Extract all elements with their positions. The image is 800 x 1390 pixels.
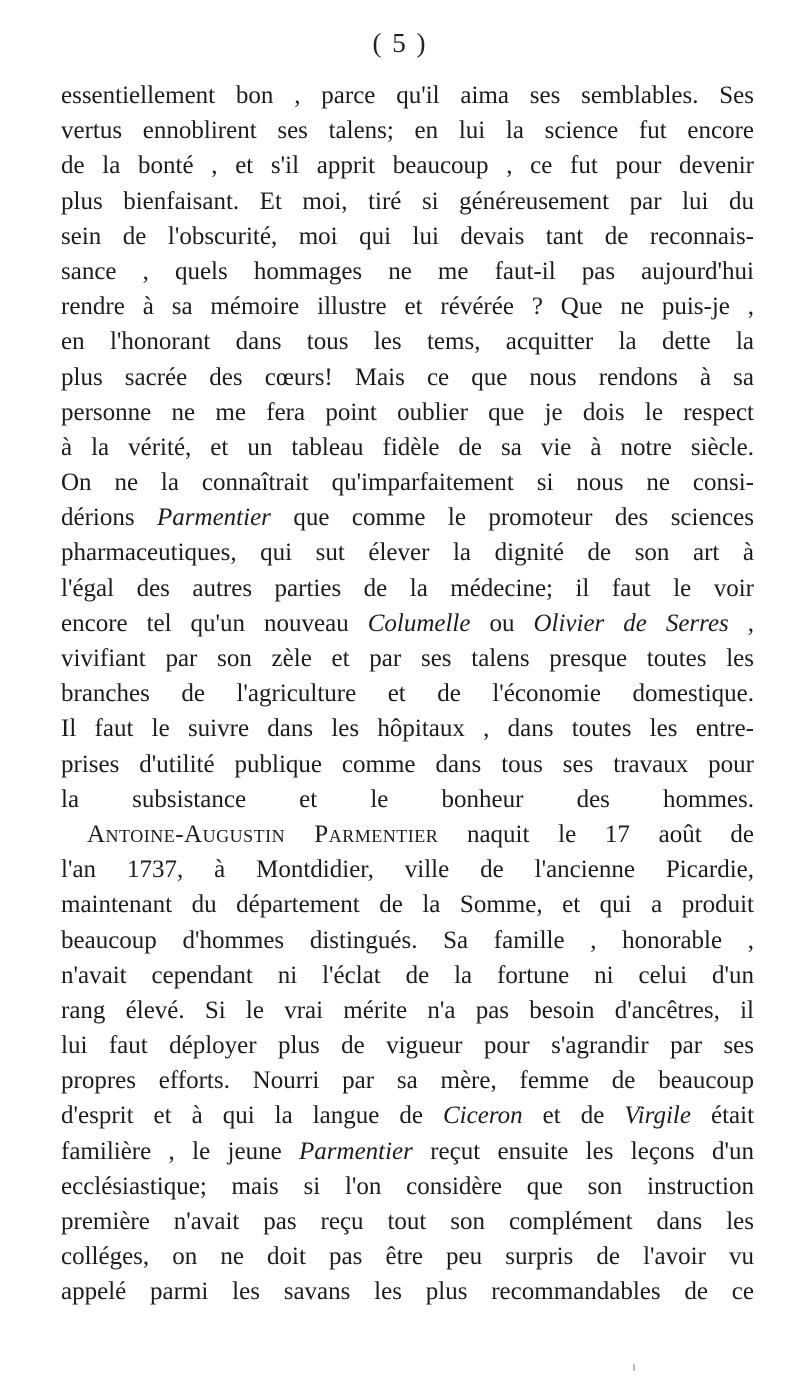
italic-name: Columelle: [367, 609, 471, 637]
text-line: [61, 1239, 754, 1274]
text-run: rang élevé. Si le vrai mérite n'a pas besoin d'ancêtres, il: [61, 996, 754, 1024]
text-run: première n'avait pas reçu tout son complément dans les: [61, 1208, 754, 1235]
text-line: [61, 1274, 754, 1309]
page-number: ( 5 ): [372, 28, 428, 58]
text-run: familière , le jeune: [61, 1137, 300, 1165]
text-run: vivifiant par son zèle et par ses talens presque toutes les: [61, 645, 754, 672]
text-line: [61, 817, 754, 852]
text-run: l'égal des autres parties de la médecine; il faut le voir: [61, 574, 754, 602]
text-run: maintenant du département de la Somme, et qui a produit: [61, 891, 754, 919]
text-run: branches de l'agriculture et de l'économie domestique.: [61, 680, 754, 708]
text-run: reçut ensuite les leçons d'un: [412, 1137, 755, 1165]
text-line: [61, 747, 754, 782]
text-line: [61, 254, 754, 289]
text-run: plus sacrée des cœurs! Mais ce que nous rendons à sa: [61, 363, 754, 391]
text-run: était: [690, 1102, 755, 1130]
text-run: la subsistance et le bonheur des hommes.: [61, 785, 754, 813]
text-run: ou: [470, 609, 534, 637]
text-line: [61, 641, 754, 676]
text-run: beaucoup d'hommes distingués. Sa famille , honorable ,: [61, 926, 754, 954]
text-run: et de: [522, 1102, 625, 1130]
text-run: à la vérité, et un tableau fidèle de sa vie à notre siècle.: [61, 433, 754, 461]
text-line: [61, 606, 754, 641]
text-line: [61, 184, 754, 219]
text-run: sein de l'obscurité, moi qui lui devais tant de reconnais-: [61, 222, 754, 250]
text-line: [61, 1028, 754, 1063]
text-line: [61, 1098, 754, 1133]
text-run: dérions: [61, 504, 158, 532]
text-run: rendre à sa mémoire illustre et révérée ? Que ne puis-je ,: [61, 293, 754, 321]
text-run: n'avait cependant ni l'éclat de la fortune ni celui d'un: [61, 961, 754, 989]
text-line: [61, 1063, 754, 1098]
text-line: [61, 289, 754, 324]
small-caps-name: Antoine-Augustin Parmentier: [87, 820, 439, 848]
text-line: [61, 360, 754, 395]
text-line: [61, 395, 754, 430]
text-line: [61, 1204, 754, 1239]
text-line: [61, 78, 754, 113]
text-line: [61, 535, 754, 570]
italic-name: Parmentier: [157, 504, 271, 532]
text-run: sance , quels hommages ne me faut-il pas aujourd'hui: [61, 257, 754, 285]
text-run: propres efforts. Nourri par sa mère, femme de beaucoup: [61, 1067, 754, 1095]
text-run: plus bienfaisant. Et moi, tiré si généreusement par lui du: [61, 187, 754, 215]
text-line: [61, 465, 754, 500]
text-line: [61, 993, 754, 1028]
italic-name: Ciceron: [443, 1102, 523, 1130]
text-line: [61, 219, 754, 254]
text-run: lui faut déployer plus de vigueur pour s'agrandir par ses: [61, 1032, 754, 1060]
text-line: [61, 676, 754, 711]
text-run: On ne la connaîtrait qu'imparfaitement si nous ne consi-: [61, 469, 754, 497]
text-line: [61, 500, 754, 535]
text-line: [61, 571, 754, 606]
text-run: prises d'utilité publique comme dans tous ses travaux pour: [61, 750, 754, 778]
text-run: en l'honorant dans tous les tems, acquitter la dette la: [61, 328, 754, 356]
text-run: l'an 1737, à Montdidier, ville de l'ancienne Picardie,: [61, 856, 754, 884]
text-line: [61, 958, 754, 993]
text-line: [61, 324, 754, 359]
text-line: [61, 852, 754, 887]
text-run: pharmaceutiques, qui sut élever la dignité de son art à: [61, 539, 754, 567]
text-run: encore tel qu'un nouveau: [61, 609, 368, 637]
text-run: Il faut le suivre dans les hôpitaux , dans toutes les entre-: [61, 715, 754, 743]
text-run: essentiellement bon , parce qu'il aima ses semblables. Ses: [61, 82, 754, 109]
text-run: vertus ennoblirent ses talens; en lui la science fut encore: [61, 117, 754, 145]
text-line: [61, 113, 754, 148]
text-run: ecclésiastique; mais si l'on considère que son instruction: [61, 1172, 754, 1200]
text-run: naquit le 17 août de: [438, 820, 755, 848]
text-run: colléges, on ne doit pas être peu surpris de l'avoir vu: [61, 1243, 754, 1271]
italic-name: Olivier de Serres: [533, 609, 729, 637]
text-run: que comme le promoteur des sciences: [270, 504, 754, 532]
italic-name: Virgile: [624, 1102, 691, 1130]
text-run: de la bonté , et s'il apprit beaucoup , ce fut pour devenir: [61, 152, 754, 180]
text-line: [61, 1134, 754, 1169]
text-run: d'esprit et à qui la langue de: [61, 1102, 443, 1130]
text-line: [61, 711, 754, 746]
text-line: [61, 1169, 754, 1204]
text-run: personne ne me fera point oublier que je dois le respect: [61, 398, 754, 426]
text-run: appelé parmi les savans les plus recommandables de ce: [61, 1278, 754, 1306]
text-line: [61, 887, 754, 922]
text-line: [61, 430, 754, 465]
text-line: [61, 148, 754, 183]
body-text: [61, 78, 754, 1310]
text-line: [61, 923, 754, 958]
text-run: ,: [728, 609, 755, 637]
italic-name: Parmentier: [299, 1137, 413, 1165]
ink-speck: [633, 1364, 635, 1371]
text-line: [61, 782, 754, 817]
